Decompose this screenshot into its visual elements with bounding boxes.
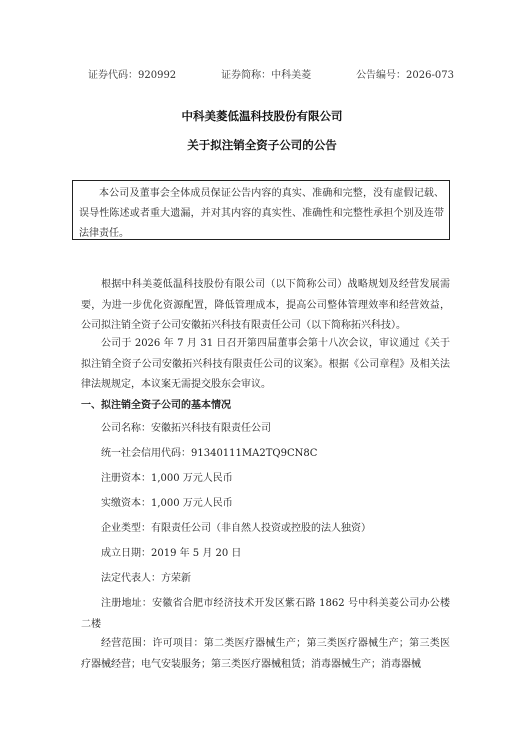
header-info [88,66,454,81]
paragraph-approval: 公司于 2026 年 7 月 31 日召开第四届董事会第十八次会议，审议通过《关于拟注销全资子公司安徽拓兴科技有限责任公司的议案》。根据《公司章程》及相关法律法规规定，本议案无需提交股东会审议。 [81,338,450,390]
paragraph-background: 根据中科美菱低温科技股份有限公司（以下简称公司）战略规划及经营发展需要，为进一步优化资源配置，降低管理成本，提高公司整体管理效率和经营效益，公司拟注销全资子公司安徽拓兴科技有限责任公司（以下简称拓兴科技）。 [81,279,450,331]
stock-short-name: 证券简称：中科美菱 [221,70,312,81]
field-business-scope: 经营范围：许可项目：第二类医疗器械生产；第三类医疗器械生产；第三类医疗器械经营；电气安装服务；第三类医疗器械租赁；消毒器械生产；消毒器械 [81,638,450,670]
field-credit-code: 统一社会信用代码：91340111MA2TQ9CN8C [101,448,318,459]
announcement-title: 关于拟注销全资子公司的公告 [187,138,337,152]
announcement-number: 公告编号：2026-073 [356,70,454,81]
field-legal-representative: 法定代表人：方荣新 [101,573,191,584]
disclaimer-box: 本公司及董事会全体成员保证公告内容的真实、准确和完整，没有虚假记载、误导性陈述或者重大遗漏，并对其内容的真实性、准确性和完整性承担个别及连带法律责任。 [72,180,450,240]
field-registered-address: 注册地址：安徽省合肥市经济技术开发区紫石路 1862 号中科美菱公司办公楼二楼 [81,598,450,630]
company-title: 中科美菱低温科技股份有限公司 [181,109,343,123]
field-established-date: 成立日期：2019 年 5 月 20 日 [101,548,242,559]
section-heading: 一、拟注销全资子公司的基本情况 [81,400,231,411]
stock-code: 证券代码：920992 [88,70,177,81]
field-registered-capital: 注册资本：1,000 万元人民币 [101,473,233,484]
field-company-type: 企业类型：有限责任公司（非自然人投资或控股的法人独资） [101,523,371,534]
field-company-name: 公司名称：安徽拓兴科技有限责任公司 [101,423,271,434]
field-paid-capital: 实缴资本：1,000 万元人民币 [101,498,233,509]
